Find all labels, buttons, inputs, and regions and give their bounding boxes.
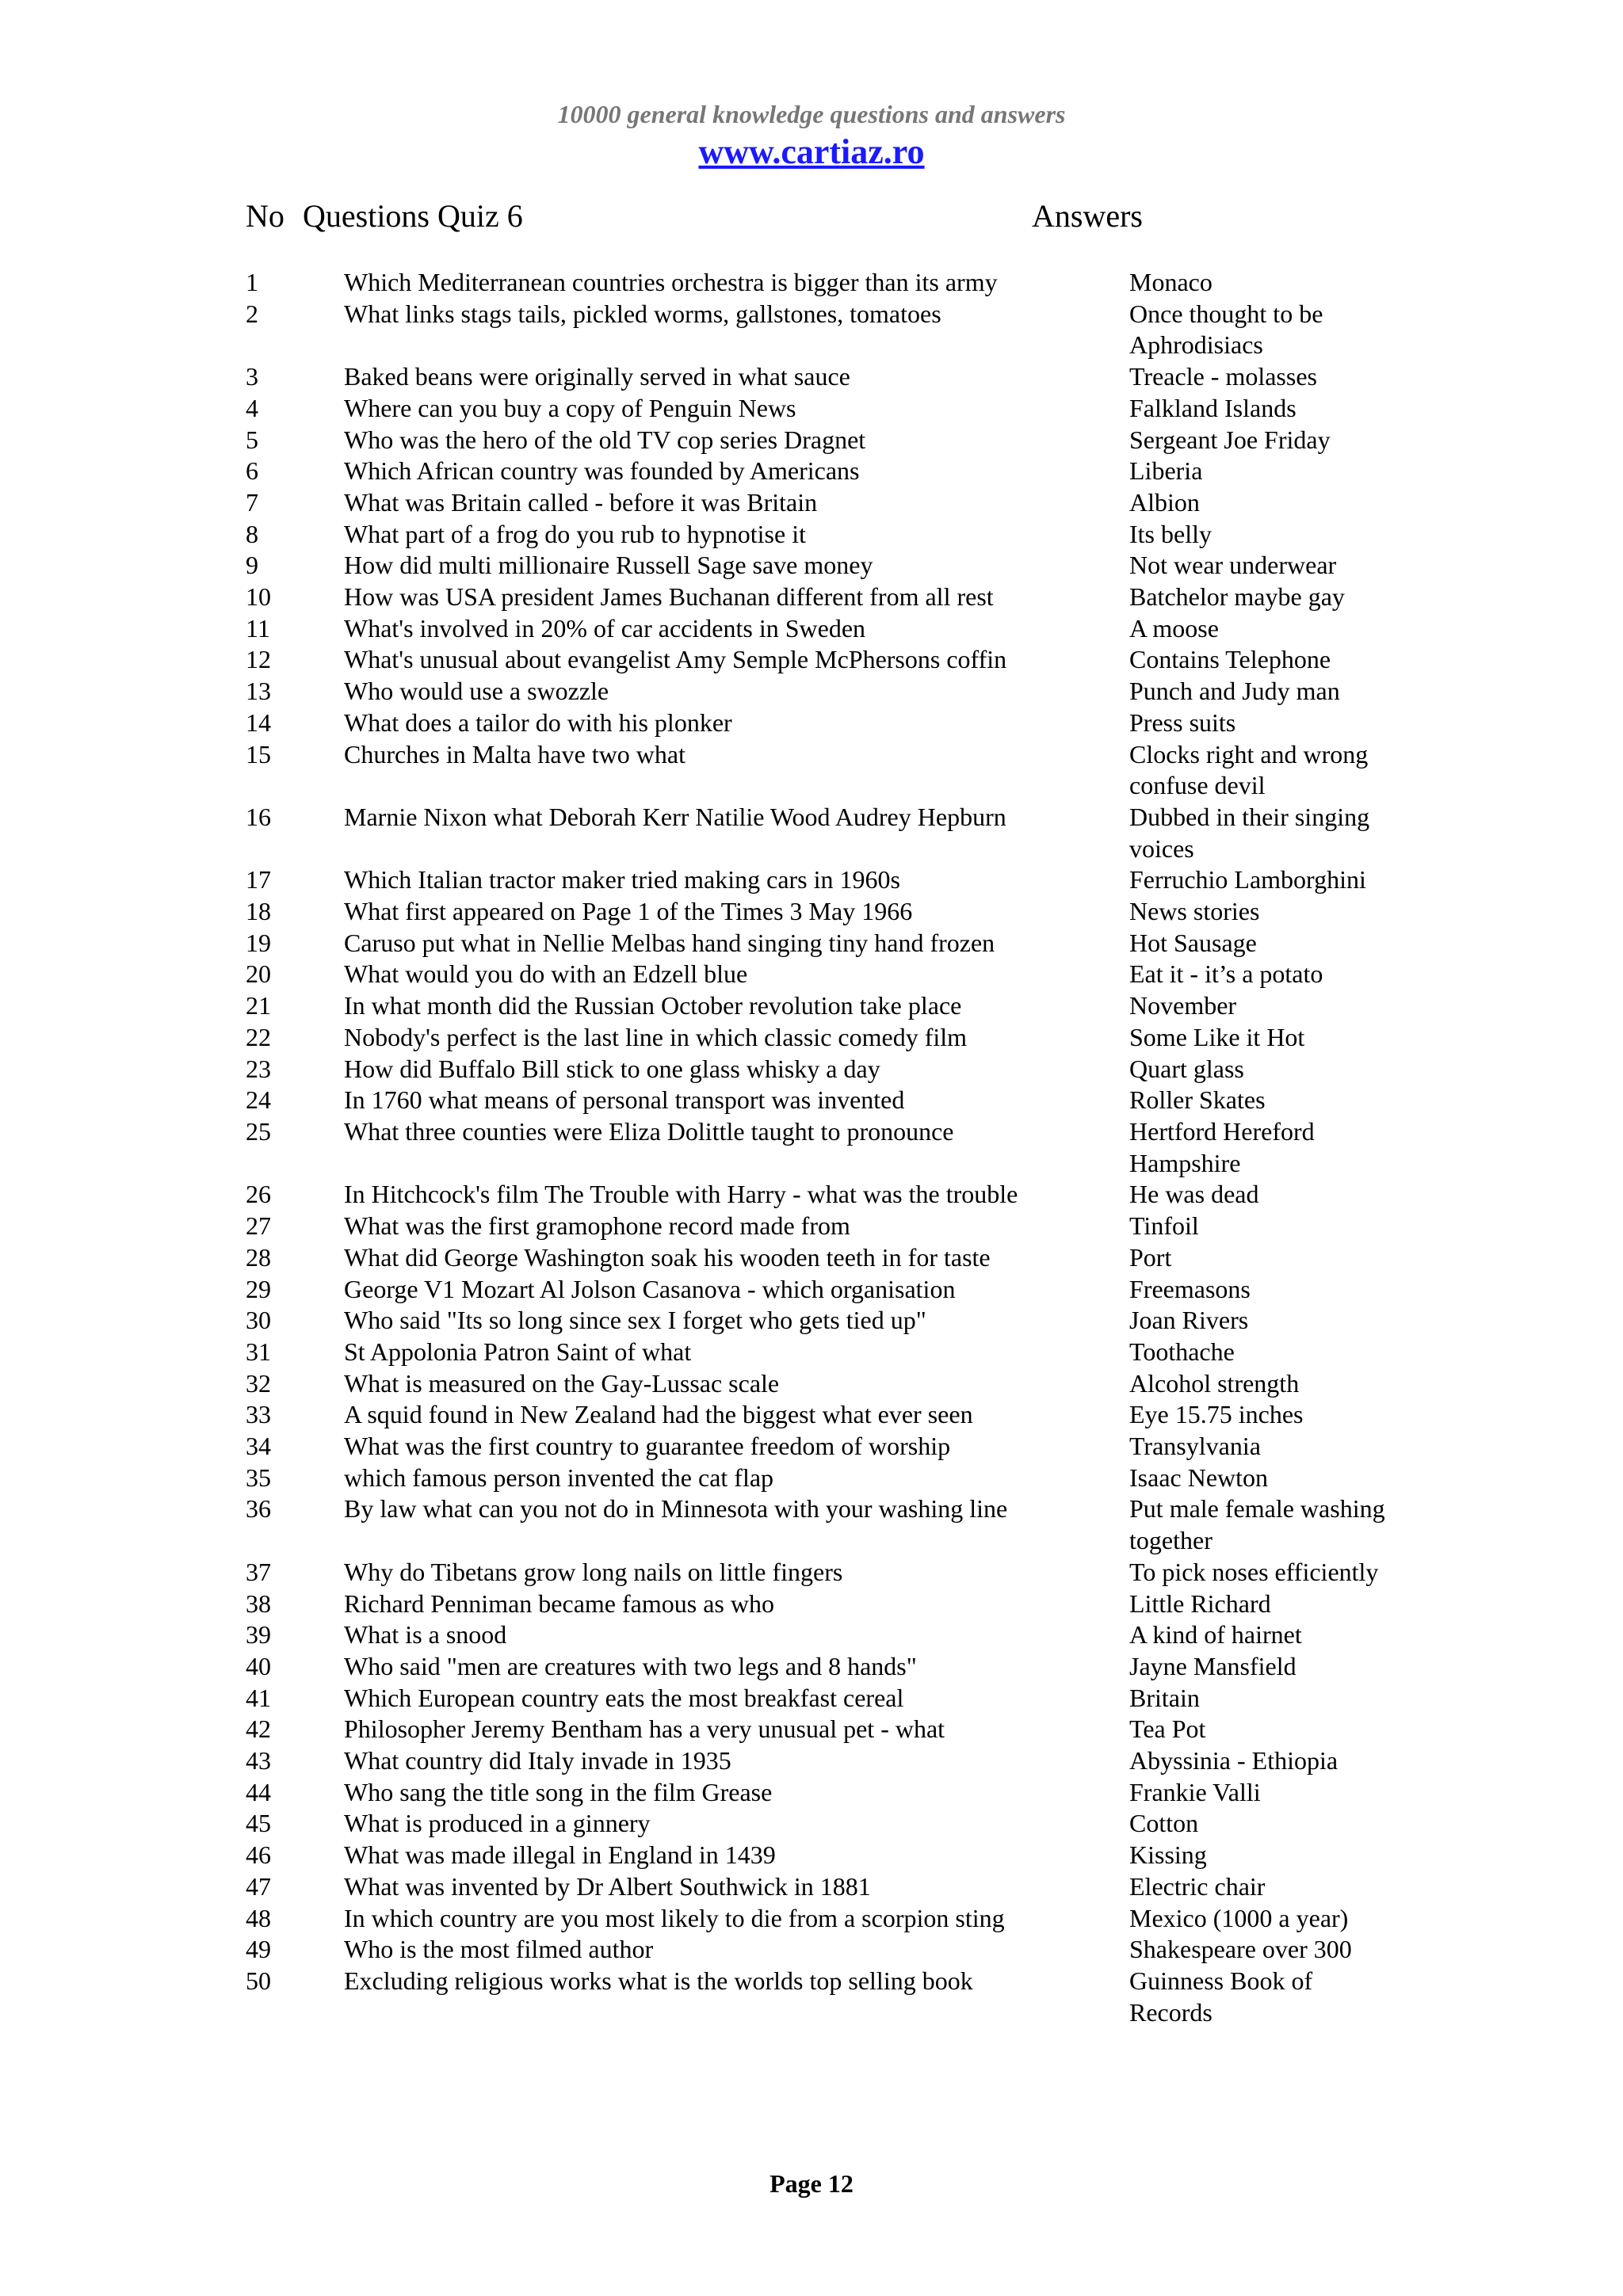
question-text: Who would use a swozzle (344, 677, 609, 706)
answer-text: November (1129, 991, 1237, 1020)
answer-text: Monaco (1129, 268, 1212, 296)
answer-text: Abyssinia - Ethiopia (1129, 1746, 1338, 1775)
question-number: 21 (246, 991, 271, 1020)
question-text: Where can you buy a copy of Penguin News (344, 393, 796, 422)
answer-text: Joan Rivers (1129, 1306, 1249, 1335)
question-number: 24 (246, 1085, 271, 1115)
table-row (0, 1683, 1623, 1714)
answer-text: Eat it - it’s a potato (1129, 959, 1323, 989)
question-text: In 1760 what means of personal transport was invented (344, 1085, 905, 1115)
answer-text: He was dead (1129, 1180, 1259, 1209)
table-row (0, 1022, 1623, 1054)
question-text: Richard Penniman became famous as who (344, 1589, 774, 1618)
answer-text: Contains Telephone (1129, 645, 1331, 674)
question-text: Churches in Malta have two what (344, 739, 685, 769)
question-text: Marnie Nixon what Deborah Kerr Natilie Wood Audrey Hepburn (344, 802, 1006, 831)
question-number: 48 (246, 1903, 271, 1932)
question-number: 5 (246, 425, 258, 454)
question-number: 39 (246, 1620, 271, 1650)
question-number: 26 (246, 1180, 271, 1209)
answer-text: Mexico (1000 a year) (1129, 1903, 1349, 1932)
table-row (0, 613, 1623, 645)
answer-text: Sergeant Joe Friday (1129, 425, 1331, 454)
question-number: 43 (246, 1746, 271, 1775)
answer-text: Press suits (1129, 707, 1236, 737)
table-row (0, 425, 1623, 456)
question-number: 27 (246, 1211, 271, 1241)
question-text: What country did Italy invade in 1935 (344, 1746, 731, 1775)
answer-text: Isaac Newton (1129, 1463, 1269, 1492)
answer-text: Albion (1129, 487, 1200, 517)
question-text: Excluding religious works what is the worlds top selling book (344, 1966, 973, 1995)
question-number: 32 (246, 1368, 271, 1398)
answer-text: Treacle - molasses (1129, 362, 1317, 391)
table-row (0, 1777, 1623, 1809)
question-number: 34 (246, 1432, 271, 1461)
answer-text: Batchelor maybe gay (1129, 582, 1345, 612)
question-number: 15 (246, 739, 271, 769)
table-row (0, 1399, 1623, 1431)
answer-text: Tinfoil (1129, 1211, 1199, 1241)
question-number: 25 (246, 1116, 271, 1146)
question-text: Which European country eats the most breakfast cereal (344, 1683, 904, 1712)
question-number: 35 (246, 1463, 271, 1492)
answer-text: Eye 15.75 inches (1129, 1400, 1304, 1429)
question-text: What three counties were Eliza Dolittle taught to pronounce (344, 1116, 954, 1146)
table-row (0, 1463, 1623, 1494)
question-number: 17 (246, 865, 271, 894)
answer-text: Dubbed in their singing voices (1129, 802, 1370, 863)
table-row (0, 990, 1623, 1022)
answer-text: Liberia (1129, 456, 1203, 486)
table-row (0, 676, 1623, 707)
answer-text: Electric chair (1129, 1871, 1266, 1901)
answer-text: Alcohol strength (1129, 1368, 1300, 1398)
answer-text: Roller Skates (1129, 1085, 1266, 1115)
question-number: 22 (246, 1022, 271, 1051)
answer-text: Cotton (1129, 1809, 1199, 1838)
answer-text: Falkland Islands (1129, 393, 1296, 422)
table-row (0, 1714, 1623, 1745)
question-number: 28 (246, 1242, 271, 1272)
answer-text: To pick noses efficiently (1129, 1557, 1379, 1586)
question-text: Who was the hero of the old TV cop series Dragnet (344, 425, 866, 454)
table-row (0, 928, 1623, 959)
question-number: 4 (246, 393, 258, 422)
question-text: Nobody's perfect is the last line in which classic comedy film (344, 1022, 968, 1051)
question-text: Which African country was founded by Americans (344, 456, 860, 486)
question-text: How was USA president James Buchanan different from all rest (344, 582, 994, 612)
question-number: 20 (246, 959, 271, 989)
table-row (0, 393, 1623, 425)
table-row (0, 1274, 1623, 1306)
question-number: 45 (246, 1809, 271, 1838)
answer-text: Punch and Judy man (1129, 677, 1340, 706)
answer-text: Little Richard (1129, 1589, 1271, 1618)
question-number: 29 (246, 1274, 271, 1303)
question-text: What does a tailor do with his plonker (344, 707, 732, 737)
table-row (0, 896, 1623, 928)
table-row (0, 1337, 1623, 1368)
answer-text: Hertford Hereford Hampshire (1129, 1116, 1315, 1177)
answer-text: Guinness Book of Records (1129, 1966, 1313, 2027)
column-header-no: No (246, 198, 285, 234)
question-text: What was made illegal in England in 1439 (344, 1840, 776, 1870)
question-number: 30 (246, 1306, 271, 1335)
question-number: 19 (246, 928, 271, 957)
question-text: In what month did the Russian October revolution take place (344, 991, 962, 1020)
question-number: 44 (246, 1777, 271, 1806)
answer-text: A kind of hairnet (1129, 1620, 1302, 1650)
table-row (0, 361, 1623, 393)
question-number: 38 (246, 1589, 271, 1618)
question-number: 36 (246, 1494, 271, 1524)
question-text: What's involved in 20% of car accidents in Sweden (344, 613, 866, 643)
question-number: 33 (246, 1400, 271, 1429)
table-row (0, 1368, 1623, 1400)
question-number: 50 (246, 1966, 271, 1995)
question-text: What was Britain called - before it was Britain (344, 487, 818, 517)
table-row (0, 456, 1623, 487)
question-text: Why do Tibetans grow long nails on little fingers (344, 1557, 843, 1586)
question-number: 2 (246, 299, 258, 328)
question-number: 37 (246, 1557, 271, 1586)
table-row (0, 1966, 1623, 2028)
column-header-answers: Answers (1032, 198, 1143, 234)
answer-text: Hot Sausage (1129, 928, 1257, 957)
page-number: Page 12 (769, 2169, 854, 2198)
question-number: 14 (246, 707, 271, 737)
answer-text: Ferruchio Lamborghini (1129, 865, 1366, 894)
answer-text: Clocks right and wrong confuse devil (1129, 739, 1369, 800)
table-row (0, 1211, 1623, 1242)
question-text: which famous person invented the cat flap (344, 1463, 774, 1492)
answer-text: Put male female washing together (1129, 1494, 1385, 1555)
quiz-table (0, 267, 1623, 2028)
question-text: In Hitchcock's film The Trouble with Harry - what was the trouble (344, 1180, 1018, 1209)
answer-text: Britain (1129, 1683, 1200, 1712)
table-row (0, 644, 1623, 676)
table-row (0, 1871, 1623, 1903)
question-text: Who said "men are creatures with two legs and 8 hands" (344, 1651, 917, 1680)
answer-text: Tea Pot (1129, 1714, 1206, 1744)
answer-text: Toothache (1129, 1337, 1235, 1366)
answer-text: Shakespeare over 300 (1129, 1935, 1352, 1964)
question-text: What first appeared on Page 1 of the Times 3 May 1966 (344, 897, 913, 926)
question-text: What is measured on the Gay-Lussac scale (344, 1368, 780, 1398)
question-number: 13 (246, 677, 271, 706)
question-number: 6 (246, 456, 258, 486)
question-number: 11 (246, 613, 270, 643)
table-row (0, 550, 1623, 582)
question-number: 31 (246, 1337, 271, 1366)
table-row (0, 959, 1623, 990)
question-number: 16 (246, 802, 271, 831)
table-row (0, 487, 1623, 519)
question-text: What was the first country to guarantee freedom of worship (344, 1432, 951, 1461)
table-row (0, 1431, 1623, 1463)
table-row (0, 267, 1623, 299)
table-row (0, 1305, 1623, 1337)
answer-text: Its belly (1129, 519, 1212, 548)
answer-text: Frankie Valli (1129, 1777, 1261, 1806)
question-number: 49 (246, 1935, 271, 1964)
question-text: What's unusual about evangelist Amy Semple McPhersons coffin (344, 645, 1007, 674)
question-text: Caruso put what in Nellie Melbas hand singing tiny hand frozen (344, 928, 995, 957)
answer-text: Not wear underwear (1129, 551, 1337, 580)
site-link[interactable]: www.cartiaz.ro (698, 132, 925, 171)
document-subtitle: 10000 general knowledge questions and answers (557, 100, 1066, 128)
table-row (0, 1589, 1623, 1620)
question-number: 18 (246, 897, 271, 926)
table-row (0, 1808, 1623, 1840)
question-number: 7 (246, 487, 258, 517)
question-text: A squid found in New Zealand had the biggest what ever seen (344, 1400, 973, 1429)
question-text: In which country are you most likely to die from a scorpion sting (344, 1903, 1005, 1932)
column-header-questions: Questions Quiz 6 (303, 198, 523, 234)
question-text: By law what can you not do in Minnesota with your washing line (344, 1494, 1008, 1524)
answer-text: A moose (1129, 613, 1219, 643)
answer-text: Transylvania (1129, 1432, 1261, 1461)
answer-text: Jayne Mansfield (1129, 1651, 1296, 1680)
question-text: Which Mediterranean countries orchestra is bigger than its army (344, 268, 998, 296)
question-text: What is a snood (344, 1620, 507, 1650)
question-text: George V1 Mozart Al Jolson Casanova - which organisation (344, 1274, 956, 1303)
table-row (0, 864, 1623, 896)
question-text: What links stags tails, pickled worms, gallstones, tomatoes (344, 299, 941, 328)
table-row (0, 1179, 1623, 1211)
table-row (0, 519, 1623, 551)
question-number: 40 (246, 1651, 271, 1680)
question-text: What is produced in a ginnery (344, 1809, 651, 1838)
answer-text: Quart glass (1129, 1054, 1244, 1083)
table-row (0, 1903, 1623, 1935)
answer-text: Freemasons (1129, 1274, 1251, 1303)
question-number: 8 (246, 519, 258, 548)
question-number: 3 (246, 362, 258, 391)
answer-text: Some Like it Hot (1129, 1022, 1305, 1051)
table-row (0, 1054, 1623, 1085)
question-text: What was the first gramophone record made from (344, 1211, 850, 1241)
question-text: What would you do with an Edzell blue (344, 959, 748, 989)
table-row (0, 1116, 1623, 1179)
question-text: What was invented by Dr Albert Southwick in 1881 (344, 1871, 871, 1901)
answer-text: Once thought to be Aphrodisiacs (1129, 299, 1323, 360)
table-row (0, 1085, 1623, 1116)
table-row (0, 739, 1623, 802)
question-text: What part of a frog do you rub to hypnotise it (344, 519, 806, 548)
table-row (0, 299, 1623, 361)
question-number: 42 (246, 1714, 271, 1744)
question-text: Who sang the title song in the film Grease (344, 1777, 773, 1806)
question-text: St Appolonia Patron Saint of what (344, 1337, 692, 1366)
question-number: 47 (246, 1871, 271, 1901)
question-number: 9 (246, 551, 258, 580)
question-text: How did Buffalo Bill stick to one glass whisky a day (344, 1054, 880, 1083)
question-number: 41 (246, 1683, 271, 1712)
table-row (0, 802, 1623, 864)
table-row (0, 1840, 1623, 1871)
answer-text: News stories (1129, 897, 1260, 926)
table-row (0, 1651, 1623, 1683)
table-row (0, 1557, 1623, 1589)
answer-text: Kissing (1129, 1840, 1207, 1870)
table-row (0, 1745, 1623, 1777)
question-text: How did multi millionaire Russell Sage save money (344, 551, 873, 580)
question-text: Who is the most filmed author (344, 1935, 654, 1964)
table-row (0, 1242, 1623, 1274)
question-number: 46 (246, 1840, 271, 1870)
question-text: Baked beans were originally served in what sauce (344, 362, 850, 391)
table-row (0, 1619, 1623, 1651)
table-row (0, 1934, 1623, 1966)
question-number: 10 (246, 582, 271, 612)
question-text: Philosopher Jeremy Bentham has a very unusual pet - what (344, 1714, 945, 1744)
question-text: What did George Washington soak his wooden teeth in for taste (344, 1242, 991, 1272)
answer-text: Port (1129, 1242, 1172, 1272)
table-row (0, 707, 1623, 739)
question-text: Who said "Its so long since sex I forget who gets tied up" (344, 1306, 926, 1335)
question-number: 1 (246, 268, 258, 296)
table-row (0, 582, 1623, 613)
question-number: 12 (246, 645, 271, 674)
question-number: 23 (246, 1054, 271, 1083)
question-text: Which Italian tractor maker tried making cars in 1960s (344, 865, 900, 894)
table-row (0, 1493, 1623, 1556)
